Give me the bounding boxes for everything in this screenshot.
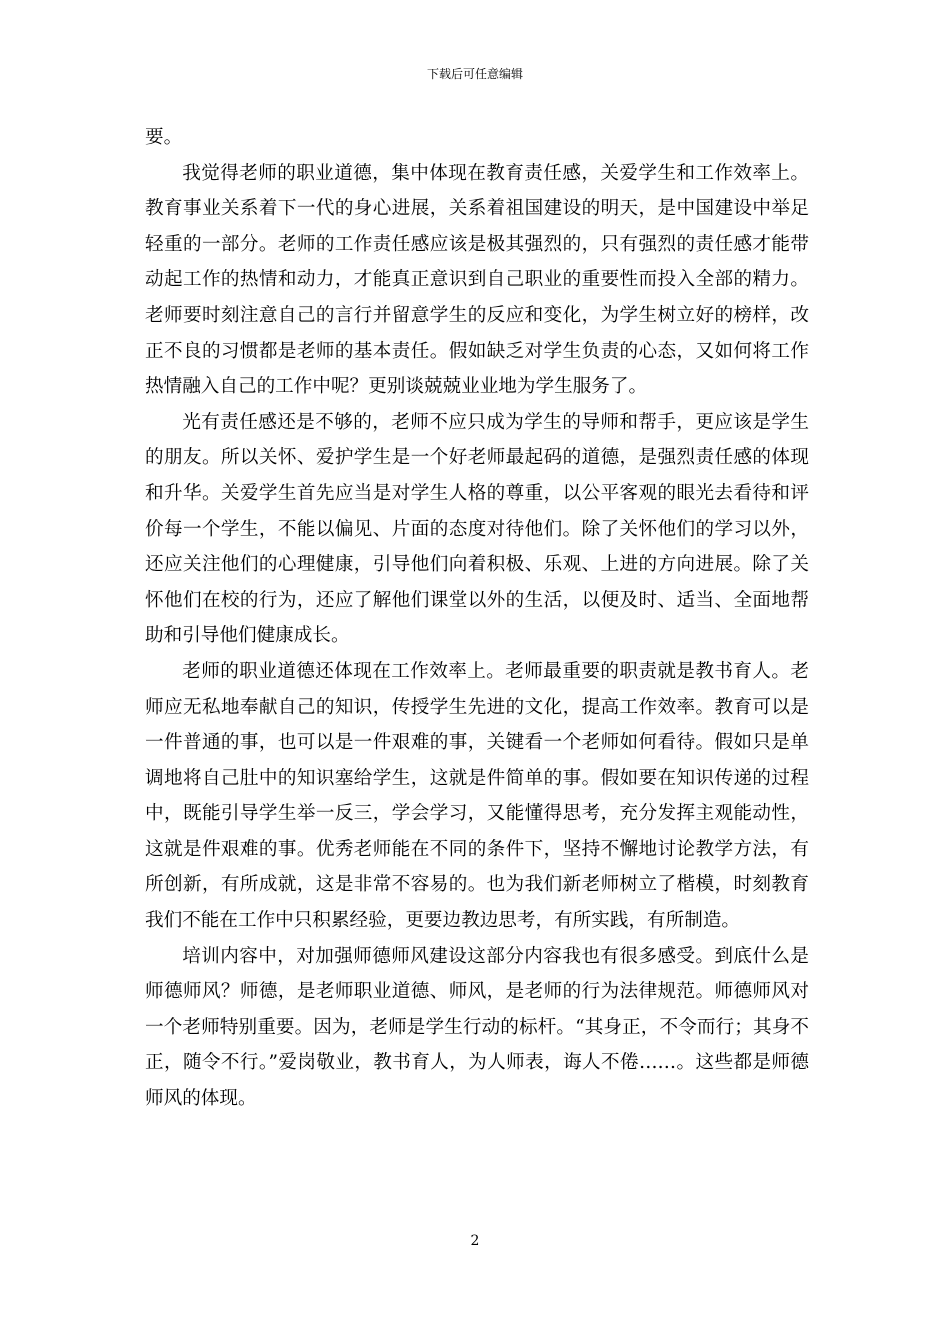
paragraph-caring-students: 光有责任感还是不够的，老师不应只成为学生的导师和帮手，更应该是学生的朋友。所以关怀、爱护学生是一个好老师最起码的道德，是强烈责任感的体现和升华。关爱学生首先应当是对学生人格的尊重，以公平客观的眼光去看待和评价每一个学生，不能以偏见、片面的态度对待他们。除了关怀他们的学习以外，还应关注他们的心理健康，引导他们向着积极、乐观、上进的方向进展。除了关怀他们在校的行为，还应了解他们课堂以外的生活，以便及时、适当、全面地帮助和引导他们健康成长。 <box>145 411 809 647</box>
page-header: 下载后可任意编辑 <box>426 67 523 81</box>
paragraph-ethics-training: 培训内容中，对加强师德师风建设这部分内容我也有很多感受。到底什么是师德师风？师德，是老师职业道德、师风，是老师的行为法律规范。师德师风对一个老师特别重要。因为，老师是学生行动的标杆。“其身正，不令而行；其身不正，随令不行。”爱岗敬业，教书育人，为人师表，诲人不倦……。这些都是师德师风的体现。 <box>145 945 809 1110</box>
paragraph-work-efficiency: 老师的职业道德还体现在工作效率上。老师最重要的职责就是教书育人。老师应无私地奉献自己的知识，传授学生先进的文化，提高工作效率。教育可以是一件普通的事，也可以是一件艰难的事，关键看一个老师如何看待。假如只是单调地将自己肚中的知识塞给学生，这就是件简单的事。假如要在知识传递的过程中，既能引导学生举一反三，学会学习，又能懂得思考，充分发挥主观能动性，这就是件艰难的事。优秀老师能在不同的条件下，坚持不懈地讨论教学方法，有所创新，有所成就，这是非常不容易的。也为我们新老师树立了楷模，时刻教育我们不能在工作中只积累经验，更要边教边思考，有所实践，有所制造。 <box>145 660 809 932</box>
page-number: 2 <box>470 1233 480 1249</box>
paragraph-teacher-ethics: 我觉得老师的职业道德，集中体现在教育责任感，关爱学生和工作效率上。教育事业关系着下一代的身心进展，关系着祖国建设的明天，是中国建设中举足轻重的一部分。老师的工作责任感应该是极其强烈的，只有强烈的责任感才能带动起工作的热情和动力，才能真正意识到自己职业的重要性而投入全部的精力。老师要时刻注意自己的言行并留意学生的反应和变化，为学生树立好的榜样，改正不良的习惯都是老师的基本责任。假如缺乏对学生负责的心态，又如何将工作热情融入自己的工作中呢？更别谈兢兢业业地为学生服务了。 <box>145 162 809 398</box>
document-body <box>145 120 809 1117</box>
paragraph-continuation: 要。 <box>145 127 183 148</box>
